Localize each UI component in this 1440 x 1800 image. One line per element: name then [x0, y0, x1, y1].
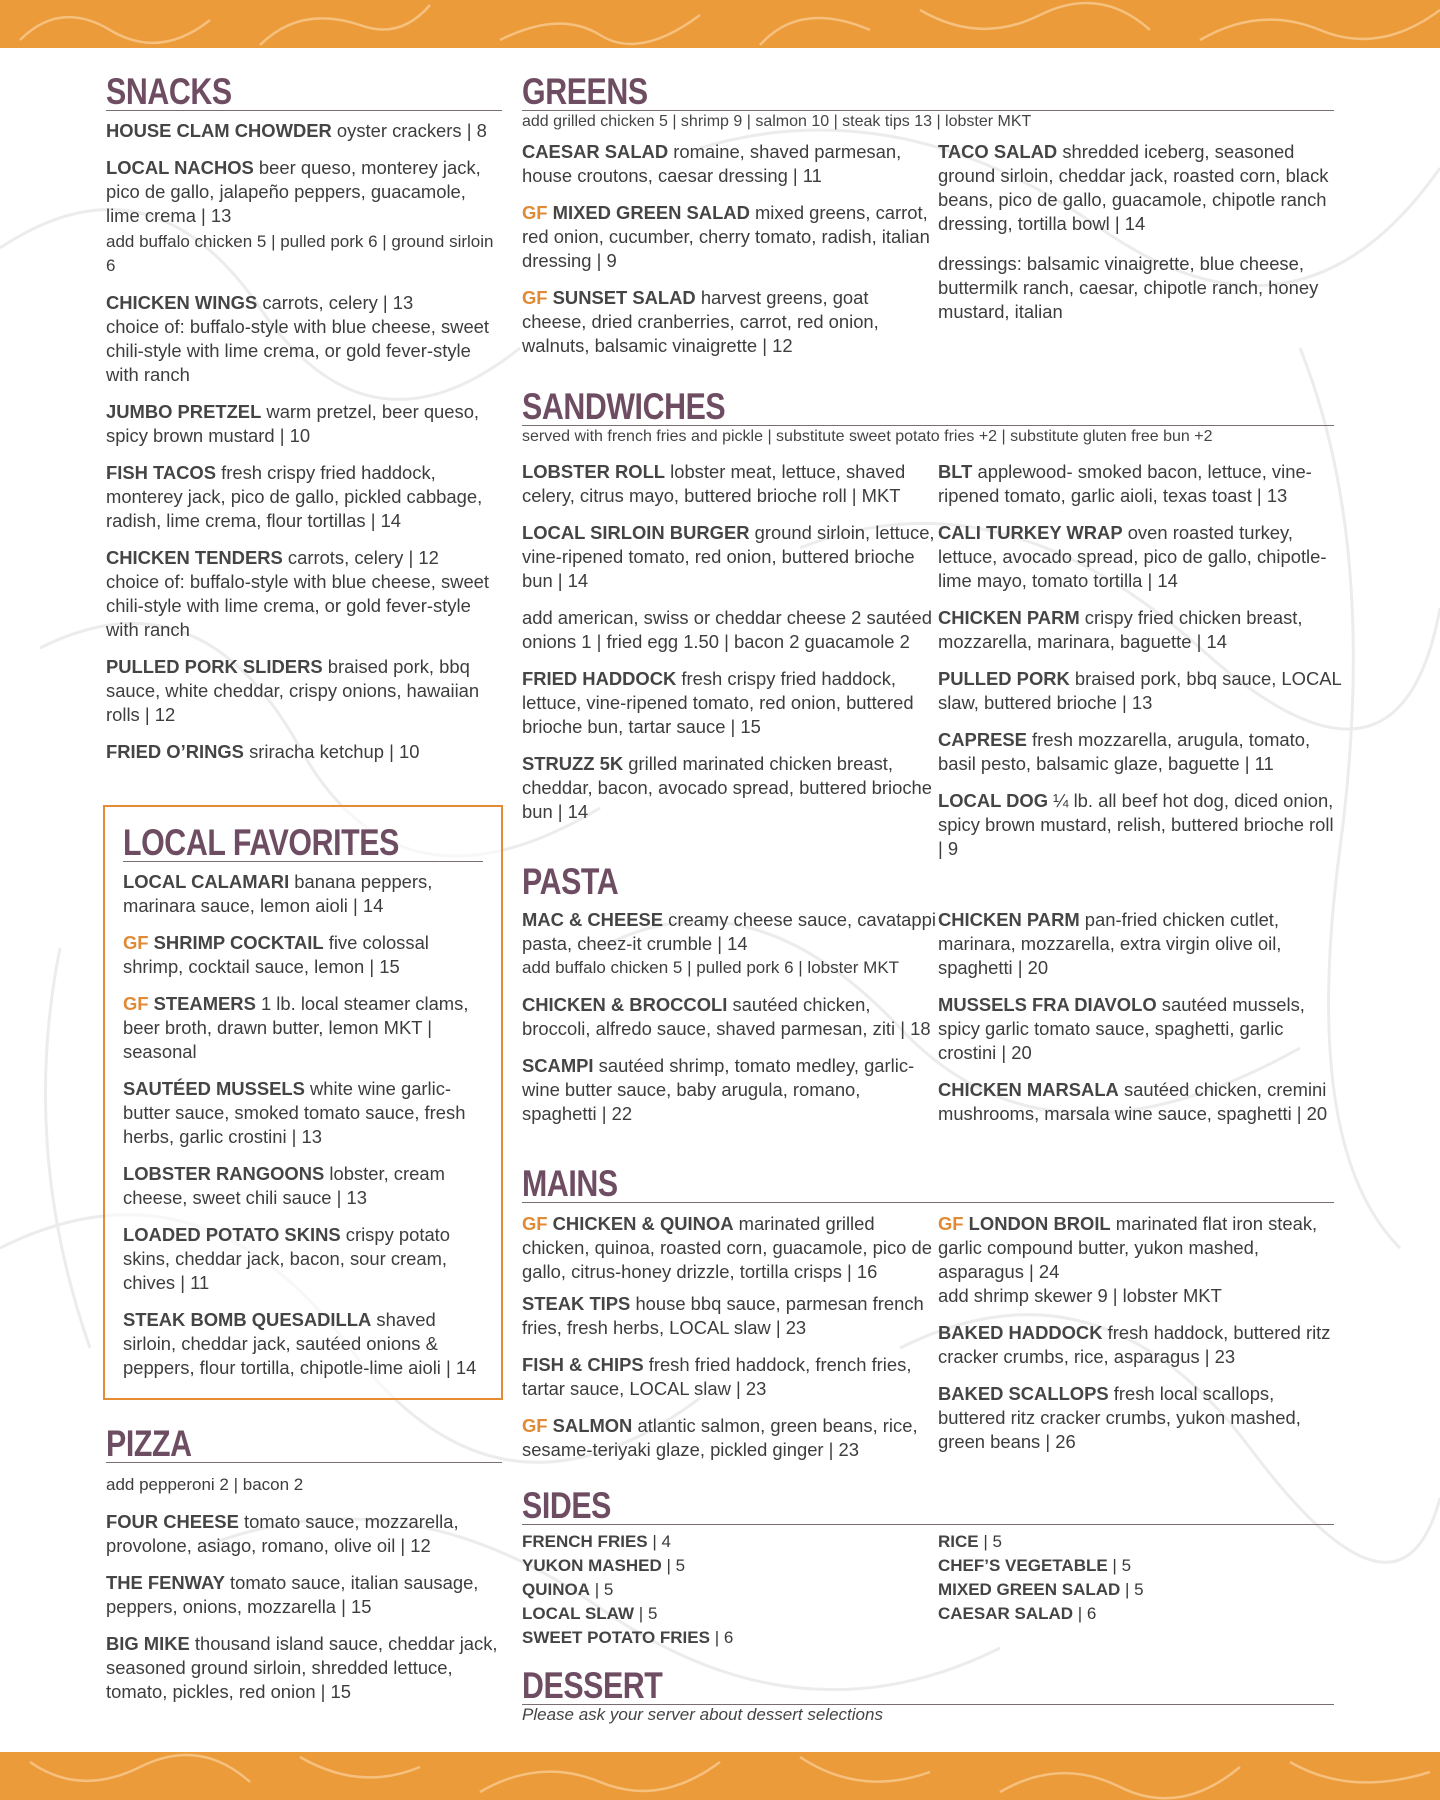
local-favorites-box: [103, 805, 503, 1400]
pizza-title: PIZZA: [106, 1423, 192, 1464]
menu-item: GF SHRIMP COCKTAIL five colossal shrimp, cocktail sauce, lemon | 15: [123, 932, 429, 977]
menu-item: JUMBO PRETZEL warm pretzel, beer queso, spicy brown mustard | 10: [106, 401, 480, 446]
side-item: MIXED GREEN SALAD | 5: [938, 1580, 1144, 1599]
mains-title: MAINS: [522, 1163, 618, 1204]
menu-item: GF STEAMERS 1 lb. local steamer clams, beer broth, drawn butter, lemon MKT | seasonal: [123, 993, 469, 1062]
nachos-add-note: add buffalo chicken 5 | pulled pork 6 | ground sirloin 6: [106, 232, 494, 275]
pasta-header: [522, 862, 936, 902]
menu-item: LOCAL CALAMARI banana peppers, marinara sauce, lemon aioli | 14: [123, 871, 433, 916]
menu-item: GF SALMON atlantic salmon, green beans, rice, sesame-teriyaki glaze, pickled ginger | 23: [522, 1415, 918, 1460]
side-item: QUINOA | 5: [522, 1580, 614, 1599]
menu-item: TACO SALAD shredded iceberg, seasoned ground sirloin, cheddar jack, roasted corn, black beans, pico de gallo, guacamole, chipotle ranch dressing, tortilla bowl | 14: [938, 141, 1329, 234]
menu-item: MAC & CHEESE creamy cheese sauce, cavatappi pasta, cheez-it crumble | 14: [522, 909, 936, 954]
menu-item: BIG MIKE thousand island sauce, cheddar jack, seasoned ground sirloin, shredded lettuce, tomato, pickles, red onion | 15: [106, 1633, 498, 1702]
menu-item: FRIED O’RINGS sriracha ketchup | 10: [106, 741, 420, 762]
menu-item: BAKED HADDOCK fresh haddock, buttered ritz cracker crumbs, rice, asparagus | 23: [938, 1322, 1331, 1367]
dessert-title: DESSERT: [522, 1665, 663, 1706]
menu-item: STEAK TIPS house bbq sauce, parmesan french fries, fresh herbs, LOCAL slaw | 23: [522, 1293, 924, 1338]
menu-item: LOCAL SIRLOIN BURGER ground sirloin, lettuce, vine-ripened tomato, red onion, buttered brioche bun | 14: [522, 522, 935, 591]
menu-item: SAUTÉED MUSSELS white wine garlic-butter sauce, smoked tomato sauce, fresh herbs, garlic crostini | 13: [123, 1078, 466, 1147]
side-item: FRENCH FRIES | 4: [522, 1532, 671, 1551]
menu-item: FRIED HADDOCK fresh crispy fried haddock, lettuce, vine-ripened tomato, red onion, buttered brioche bun, tartar sauce | 15: [522, 668, 914, 737]
left-column: [106, 72, 502, 764]
menu-item: GF SUNSET SALAD harvest greens, goat cheese, dried cranberries, carrot, red onion, walnuts, balsamic vinaigrette | 12: [522, 287, 879, 356]
mains-left: [522, 1212, 936, 1462]
menu-item: CHICKEN MARSALA sautéed chicken, cremini mushrooms, marsala wine sauce, spaghetti | 20: [938, 1079, 1328, 1124]
menu-item: CHICKEN PARM crispy fried chicken breast, mozzarella, marinara, baguette | 14: [938, 607, 1303, 652]
sandwiches-right: [938, 460, 1342, 861]
menu-item: STRUZZ 5K grilled marinated chicken breast, cheddar, bacon, avocado spread, buttered brioche bun | 14: [522, 753, 932, 822]
menu-item: THE FENWAY tomato sauce, italian sausage, peppers, onions, mozzarella | 15: [106, 1572, 479, 1617]
menu-item: FISH TACOS fresh crispy fried haddock, monterey jack, pico de gallo, pickled cabbage, radish, lime crema, flour tortillas | 14: [106, 462, 483, 531]
menu-item: HOUSE CLAM CHOWDER oyster crackers | 8: [106, 120, 487, 141]
greens-title: GREENS: [522, 71, 648, 112]
menu-item: LOCAL NACHOS beer queso, monterey jack, pico de gallo, jalapeño peppers, guacamole, lime crema | 13: [106, 157, 481, 226]
pizza-add-note: add pepperoni 2 | bacon 2: [106, 1475, 304, 1494]
burger-add-note: add american, swiss or cheddar cheese 2 sautéed onions 1 | fried egg 1.50 | bacon 2 guacamole 2: [522, 607, 932, 652]
pizza-section: [106, 1424, 502, 1704]
menu-item: LOCAL DOG ¼ lb. all beef hot dog, diced onion, spicy brown mustard, relish, buttered brioche roll | 9: [938, 790, 1334, 859]
snacks-title: SNACKS: [106, 71, 232, 112]
snacks-section: [106, 72, 502, 764]
pasta-title: PASTA: [522, 861, 619, 902]
side-item: CAESAR SALAD | 6: [938, 1604, 1097, 1623]
greens-header: [522, 72, 1334, 133]
pasta-right: [938, 908, 1342, 1126]
mains-right: [938, 1212, 1342, 1454]
menu-item: LOBSTER ROLL lobster meat, lettuce, shaved celery, citrus mayo, buttered brioche roll | MKT: [522, 461, 906, 506]
menu-item: GF CHICKEN & QUINOA marinated grilled chicken, quinoa, roasted corn, guacamole, pico de gallo, citrus-honey drizzle, tortilla crisps | 16: [522, 1213, 932, 1282]
greens-right: [938, 140, 1342, 324]
menu-item: SCAMPI sautéed shrimp, tomato medley, garlic-wine butter sauce, baby arugula, romano, spaghetti | 22: [522, 1055, 915, 1124]
london-broil-add-note: add shrimp skewer 9 | lobster MKT: [938, 1285, 1222, 1306]
greens-left: [522, 140, 936, 358]
wings-choice-note: choice of: buffalo-style with blue cheese, sweet chili-style with lime crema, or gold fever-style with ranch: [106, 316, 490, 385]
menu-item: MUSSELS FRA DIAVOLO sautéed mussels, spicy garlic tomato sauce, spaghetti, garlic crostini | 20: [938, 994, 1305, 1063]
sides-right: [938, 1530, 1342, 1626]
dessert-section: [522, 1666, 1334, 1725]
menu-item: CHICKEN WINGS carrots, celery | 13: [106, 292, 414, 313]
top-orange-band: [0, 0, 1440, 48]
dessert-note: Please ask your server about dessert selections: [522, 1705, 883, 1724]
menu-item: BLT applewood- smoked bacon, lettuce, vine-ripened tomato, garlic aioli, texas toast | 13: [938, 461, 1312, 506]
sandwiches-title: SANDWICHES: [522, 386, 726, 427]
menu-item: CAPRESE fresh mozzarella, arugula, tomato, basil pesto, balsamic glaze, baguette | 11: [938, 729, 1311, 774]
band-lobster-pattern: [0, 1752, 1440, 1800]
side-item: SWEET POTATO FRIES | 6: [522, 1628, 734, 1647]
menu-item: CALI TURKEY WRAP oven roasted turkey, lettuce, avocado spread, pico de gallo, chipotle-lime mayo, tomato tortilla | 14: [938, 522, 1327, 591]
local-favorites-title: LOCAL FAVORITES: [123, 822, 399, 863]
menu-item: GF MIXED GREEN SALAD mixed greens, carrot, red onion, cucumber, cherry tomato, radish, italian dressing | 9: [522, 202, 930, 271]
menu-item: FISH & CHIPS fresh fried haddock, french fries, tartar sauce, LOCAL slaw | 23: [522, 1354, 912, 1399]
menu-item: BAKED SCALLOPS fresh local scallops, buttered ritz cracker crumbs, yukon mashed, green beans | 26: [938, 1383, 1301, 1452]
menu-item: CAESAR SALAD romaine, shaved parmesan, house croutons, caesar dressing | 11: [522, 141, 902, 186]
sandwiches-header: [522, 387, 1334, 448]
side-item: YUKON MASHED | 5: [522, 1556, 686, 1575]
mains-header: [522, 1164, 1334, 1203]
pasta-left: [522, 908, 936, 1126]
sides-title: SIDES: [522, 1485, 612, 1526]
menu-item: CHICKEN PARM pan-fried chicken cutlet, marinara, mozzarella, extra virgin olive oil, spaghetti | 20: [938, 909, 1282, 978]
dressings-note: dressings: balsamic vinaigrette, blue cheese, buttermilk ranch, caesar, chipotle ranch, honey mustard, italian: [938, 253, 1319, 322]
mac-add-note: add buffalo chicken 5 | pulled pork 6 | lobster MKT: [522, 958, 900, 977]
band-lobster-pattern: [0, 0, 1440, 48]
tenders-choice-note: choice of: buffalo-style with blue cheese, sweet chili-style with lime crema, or gold fever-style with ranch: [106, 571, 490, 640]
menu-item: PULLED PORK braised pork, bbq sauce, LOCAL slaw, buttered brioche | 13: [938, 668, 1342, 713]
sandwiches-note: served with french fries and pickle | substitute sweet potato fries +2 | substitute gluten free bun +2: [522, 428, 1213, 445]
sides-header: [522, 1486, 1334, 1525]
menu-item: CHICKEN & BROCCOLI sautéed chicken, broccoli, alfredo sauce, shaved parmesan, ziti | 18: [522, 994, 931, 1039]
side-item: CHEF’S VEGETABLE | 5: [938, 1556, 1132, 1575]
side-item: LOCAL SLAW | 5: [522, 1604, 658, 1623]
menu-item: GF LONDON BROIL marinated flat iron steak, garlic compound butter, yukon mashed, asparagus | 24: [938, 1213, 1318, 1282]
menu-item: PULLED PORK SLIDERS braised pork, bbq sauce, white cheddar, crispy onions, hawaiian rolls | 12: [106, 656, 480, 725]
menu-item: LOBSTER RANGOONS lobster, cream cheese, sweet chili sauce | 13: [123, 1163, 445, 1208]
menu-item: FOUR CHEESE tomato sauce, mozzarella, provolone, asiago, romano, olive oil | 12: [106, 1511, 459, 1556]
bottom-orange-band: [0, 1752, 1440, 1800]
menu-item: LOADED POTATO SKINS crispy potato skins, cheddar jack, bacon, sour cream, chives | 11: [123, 1224, 451, 1293]
menu-item: CHICKEN TENDERS carrots, celery | 12: [106, 547, 439, 568]
greens-add-note: add grilled chicken 5 | shrimp 9 | salmon 10 | steak tips 13 | lobster MKT: [522, 113, 1032, 130]
menu-item: STEAK BOMB QUESADILLA shaved sirloin, cheddar jack, sautéed onions & peppers, flour tortilla, chipotle-lime aioli | 14: [123, 1309, 477, 1378]
sandwiches-left: [522, 460, 936, 824]
side-item: RICE | 5: [938, 1532, 1002, 1551]
sides-left: [522, 1530, 936, 1650]
